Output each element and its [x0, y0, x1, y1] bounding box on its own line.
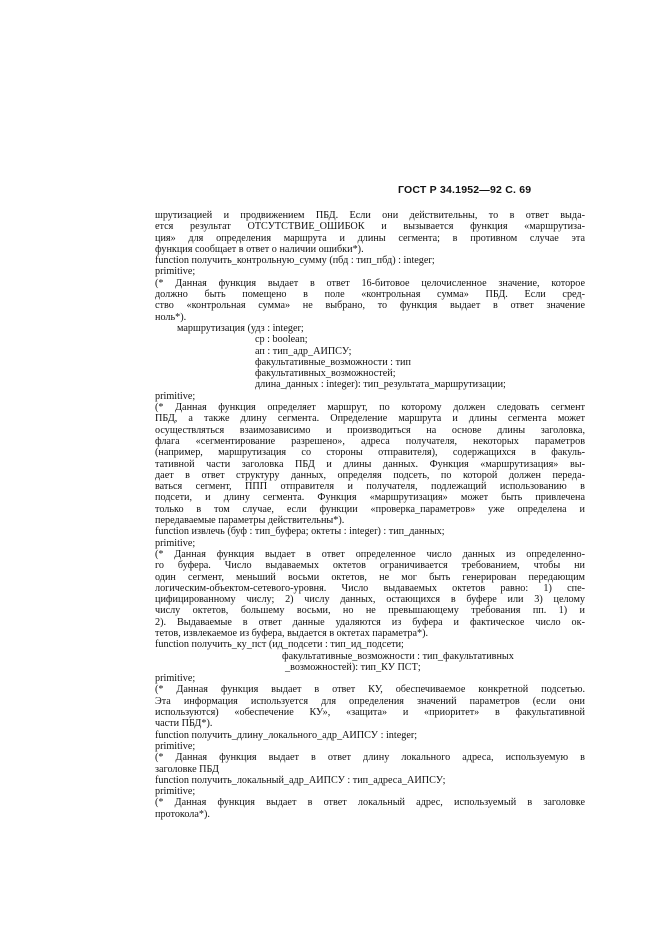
text-line: (* Данная функция выдает в ответ КУ, обеспечиваемое конкретной подсетью. [155, 684, 585, 696]
text-line: передаваемые параметры действительны*). [155, 515, 345, 527]
text-line: function получить_ку_пст (ид_подсети : тип_ид_подсети; [155, 639, 404, 651]
text-line: ПБД, а также длину сегмента. Определение маршрута и длины сегмента может [155, 413, 585, 425]
text-line: длина_данных : integer): тип_результата_маршрутизации; [255, 379, 506, 391]
text-line: логическим-объектом-сетевого-уровня. Число выдаваемых октетов равно: 1) спе- [155, 582, 585, 594]
text-line: (* Данная функция выдает в ответ 16-битовое целочисленное значение, которое [155, 277, 585, 289]
text-line: function получить_локальный_адр_АИПСУ : тип_адреса_АИПСУ; [155, 774, 446, 786]
text-line: ср : boolean; [255, 334, 308, 346]
text-line: (например, маршрутизация со стороны отправителя), содержащихся в факуль- [155, 447, 585, 459]
text-line: _возможностей): тип_КУ ПСТ; [285, 661, 421, 673]
text-line: (* Данная функция выдает в ответ локальный адрес, используемый в заголовке [155, 797, 585, 809]
document-body [155, 210, 585, 820]
text-line: тативной части заголовка ПБД и длины данных. Функция «маршрутизация» вы- [155, 458, 585, 470]
page-header-standard-number: ГОСТ Р 34.1952—92 С. 69 [398, 184, 532, 196]
text-line: маршрутизация (удз : integer; [177, 322, 304, 334]
text-line: (* Данная функция определяет маршрут, по которому должен следовать сегмент [155, 402, 585, 414]
text-line: primitive; [155, 390, 196, 402]
text-line: ап : тип_адр_АИПСУ; [255, 345, 352, 357]
text-line: осуществляться взаимозависимо и производиться на основе длины заголовка, [155, 424, 585, 436]
text-line: подсети, и длину сегмента. Функция «маршрутизация» может быть привлечена [155, 492, 585, 504]
text-line: Эта информация используется для определения значений параметров (если они [155, 695, 585, 707]
text-line: факультативные_возможности : тип [255, 356, 411, 368]
text-line: один сегмент, меньший восьми октетов, не мог быть генерирован передающим [155, 571, 585, 583]
text-line: шрутизацией и продвижением ПБД. Если они действительны, то в ответ выда- [155, 210, 585, 221]
text-line: (* Данная функция выдает в ответ длину локального адреса, используемую в [155, 752, 585, 764]
text-line: используются) «обеспечение КУ», «защита» и «приоритет» в факультативной [155, 707, 585, 719]
text-line: ноль*). [155, 311, 187, 323]
text-line: ется результат ОТСУТСТВИЕ_ОШИБОК и вызывается функция «маршрутиза- [155, 221, 585, 233]
text-line: дает в ответ структуру данных, определяя подсеть, по которой должен переда- [155, 469, 585, 481]
text-line: primitive; [155, 266, 196, 278]
text-line: (* Данная функция выдает в ответ определенное число данных из определенно- [155, 548, 585, 560]
text-line: primitive; [155, 537, 196, 549]
text-line: только в том случае, если функции «проверка_параметров» уже определена и [155, 503, 585, 515]
text-line: факультативных_возможностей; [255, 368, 396, 380]
text-line: факультативные_возможности : тип_факультативных [282, 650, 514, 662]
text-line: 2). Выдаваемые в ответ данные удаляются из буфера и фактическое число ок- [155, 616, 585, 628]
text-line: primitive; [155, 673, 196, 685]
text-line: части ПБД*). [155, 718, 213, 730]
text-line: ваться сегмент, ППП отправителя и получателя, подлежащий использованию в [155, 481, 585, 493]
text-line: primitive; [155, 740, 196, 752]
text-line: function извлечь (буф : тип_буфера; октеты : integer) : тип_данных; [155, 526, 445, 538]
text-line: тетов, извлекаемое из буфера, выдается в октетах параметра*). [155, 627, 429, 639]
text-line: функция сообщает в ответ о наличии ошибки*). [155, 243, 364, 255]
text-line: цифицированному числу; 2) числу данных, остающихся в буфере или 3) целому [155, 594, 585, 606]
text-line: function получить_контрольную_сумму (пбд : тип_пбд) : integer; [155, 255, 435, 267]
text-line: го буфера. Число выдаваемых октетов ограничивается требованием, чтобы ни [155, 560, 585, 572]
text-line: должно быть помещено в поле «контрольная сумма» ПБД. Если сред- [155, 289, 585, 301]
text-line: primitive; [155, 786, 196, 798]
text-line: ция» для определения маршрута и длины сегмента; в противном случае эта [155, 232, 585, 244]
text-line: числу октетов, большему восьми, но не превышающему требования пп. 1) и [155, 605, 585, 617]
text-line: заголовке ПБД [155, 763, 219, 775]
text-line: function получить_длину_локального_адр_АИПСУ : integer; [155, 729, 418, 741]
text-line: ство «контрольная сумма» не выбрано, то функция выдает в ответ значение [155, 300, 585, 312]
text-line: флага «сегментирование разрешено», адреса получателя, некоторых параметров [155, 435, 585, 447]
text-line: протокола*). [155, 808, 210, 820]
